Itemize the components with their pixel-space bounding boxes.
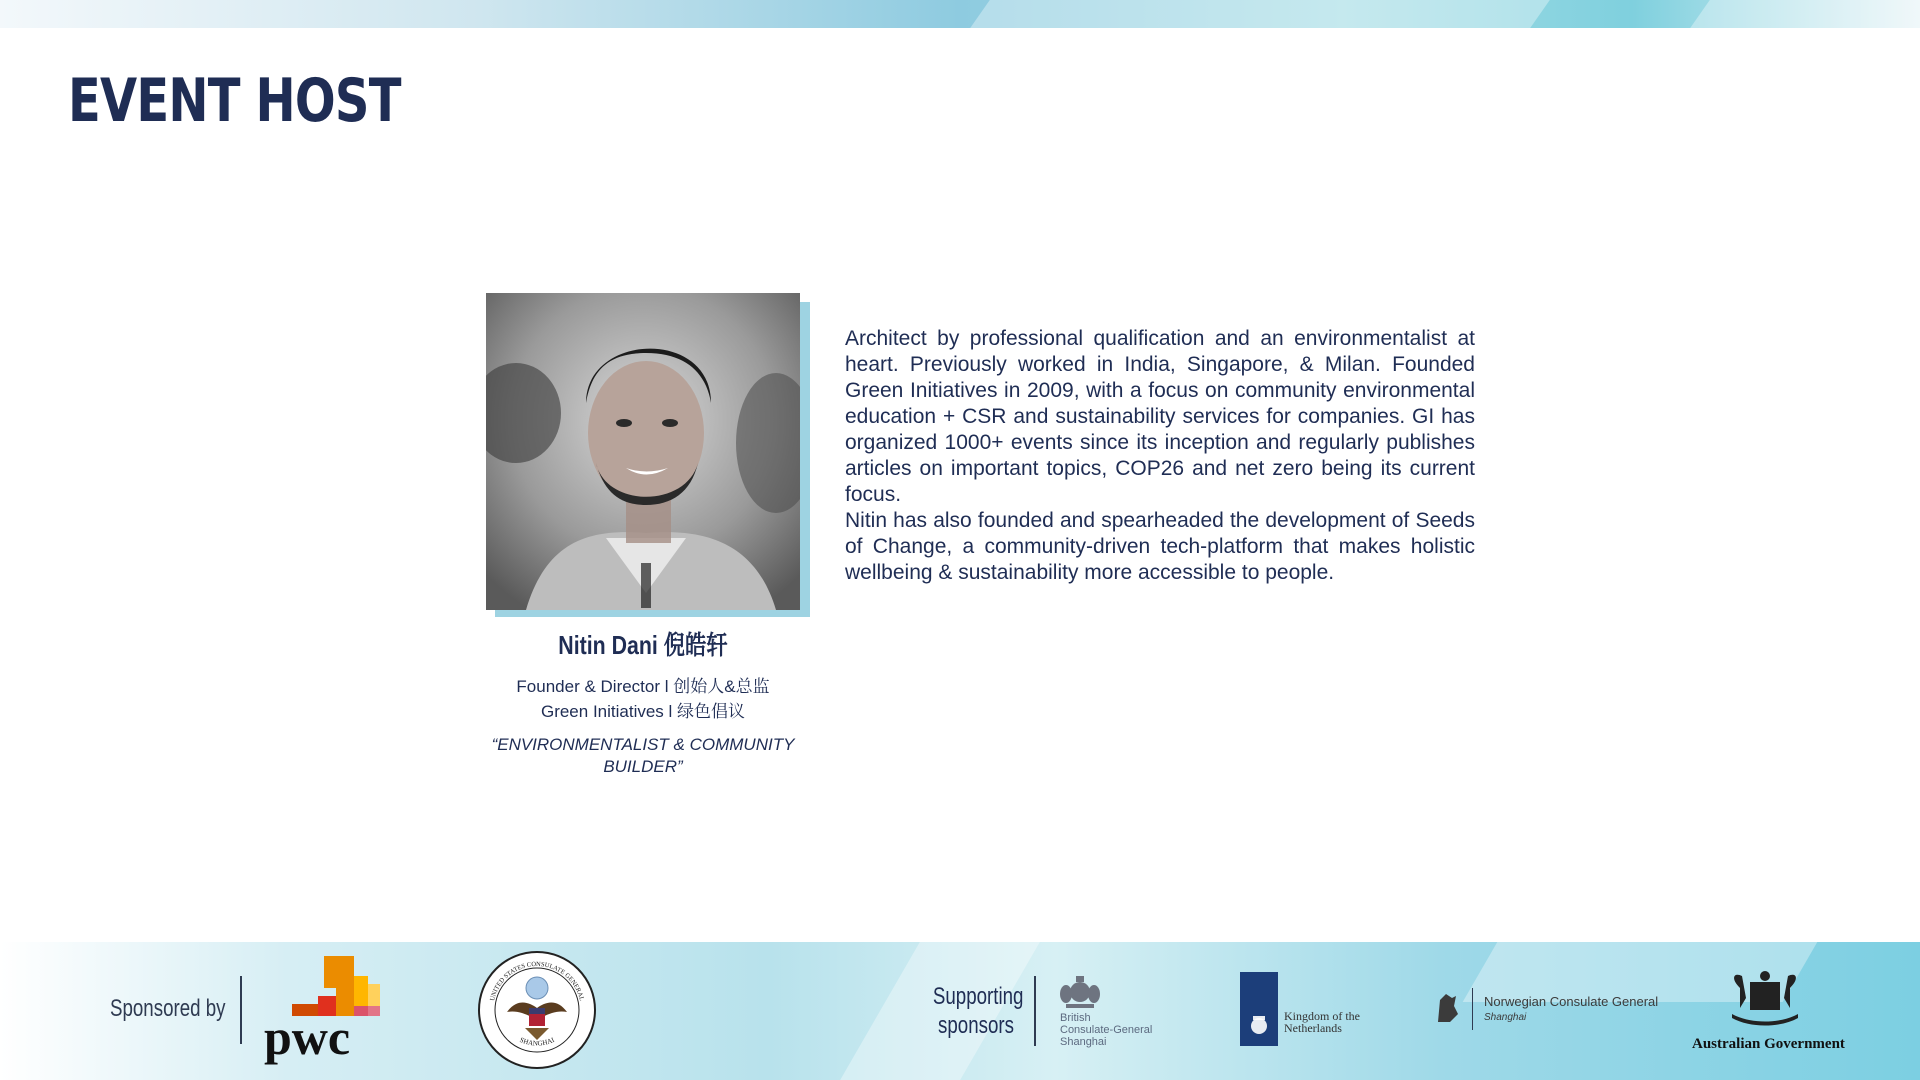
- australian-government-logo: [1720, 968, 1810, 1030]
- sponsor-divider: [240, 976, 242, 1044]
- bio-paragraph-1: Architect by professional qualification and an environmentalist at heart. Previously worked in India, Singapore, & Milan. Founded Green Initiatives in 2009, with a focus on community environmental education + CSR and sustainability services for companies. GI has organized 1000+ events since its inception and regularly publishes articles on important topics, COP26 and net zero being its current focus.: [845, 327, 1475, 506]
- netherlands-logo: [1240, 972, 1370, 1048]
- pwc-logo: [262, 956, 412, 1066]
- host-role-line1: Founder & Director l 创始人&总监: [516, 677, 770, 696]
- netherlands-text: Kingdom of the Netherlands: [1284, 1009, 1360, 1035]
- british-consulate-logo: [1058, 974, 1158, 1048]
- top-band-facet: [1690, 0, 1920, 28]
- royal-crest-icon: [1058, 974, 1102, 1010]
- host-bio: [845, 326, 1475, 586]
- us-consulate-seal: [477, 950, 597, 1070]
- supporting-line1: Supporting: [932, 983, 1024, 1010]
- supporting-sponsors-label: [932, 982, 1024, 1040]
- seal-bottom-text: SHANGHAI: [518, 1035, 556, 1048]
- bio-paragraph-2: Nitin has also founded and spearheaded the development of Seeds of Change, a community-driven tech-platform that makes holistic wellbeing & sustainability more accessible to people.: [845, 509, 1475, 584]
- norwegian-consulate-logo: [1434, 986, 1664, 1034]
- host-portrait: [486, 293, 800, 610]
- australian-crest-icon: [1720, 968, 1810, 1030]
- australian-government-text: Australian Government: [1692, 1036, 1845, 1052]
- top-decorative-band: [0, 0, 1920, 28]
- page-title: EVENT HOST: [68, 66, 401, 136]
- supporting-line2: sponsors: [938, 1012, 1014, 1039]
- sponsored-by-label: Sponsored by: [110, 995, 226, 1022]
- top-band-facet: [970, 0, 1550, 28]
- host-quote: [470, 734, 816, 778]
- norway-text: Norwegian Consulate General Shanghai: [1484, 994, 1659, 1023]
- norway-lion-icon: [1434, 992, 1460, 1026]
- quote-line1: “ENVIRONMENTALIST & COMMUNITY: [491, 735, 795, 754]
- host-role-line2: Green Initiatives l 绿色倡议: [540, 702, 746, 721]
- quote-line2: BUILDER”: [603, 757, 683, 776]
- host-name: Nitin Dani 倪皓轩: [558, 630, 728, 660]
- pwc-wordmark: pwc: [264, 1009, 351, 1065]
- netherlands-crest-icon: [1240, 972, 1278, 1046]
- british-consulate-text: British Consulate-General Shanghai: [1060, 1012, 1153, 1048]
- norway-divider: [1472, 988, 1473, 1030]
- seal-top-text: UNITED STATES CONSULATE GENERAL: [488, 960, 586, 1002]
- supporting-divider: [1034, 976, 1036, 1046]
